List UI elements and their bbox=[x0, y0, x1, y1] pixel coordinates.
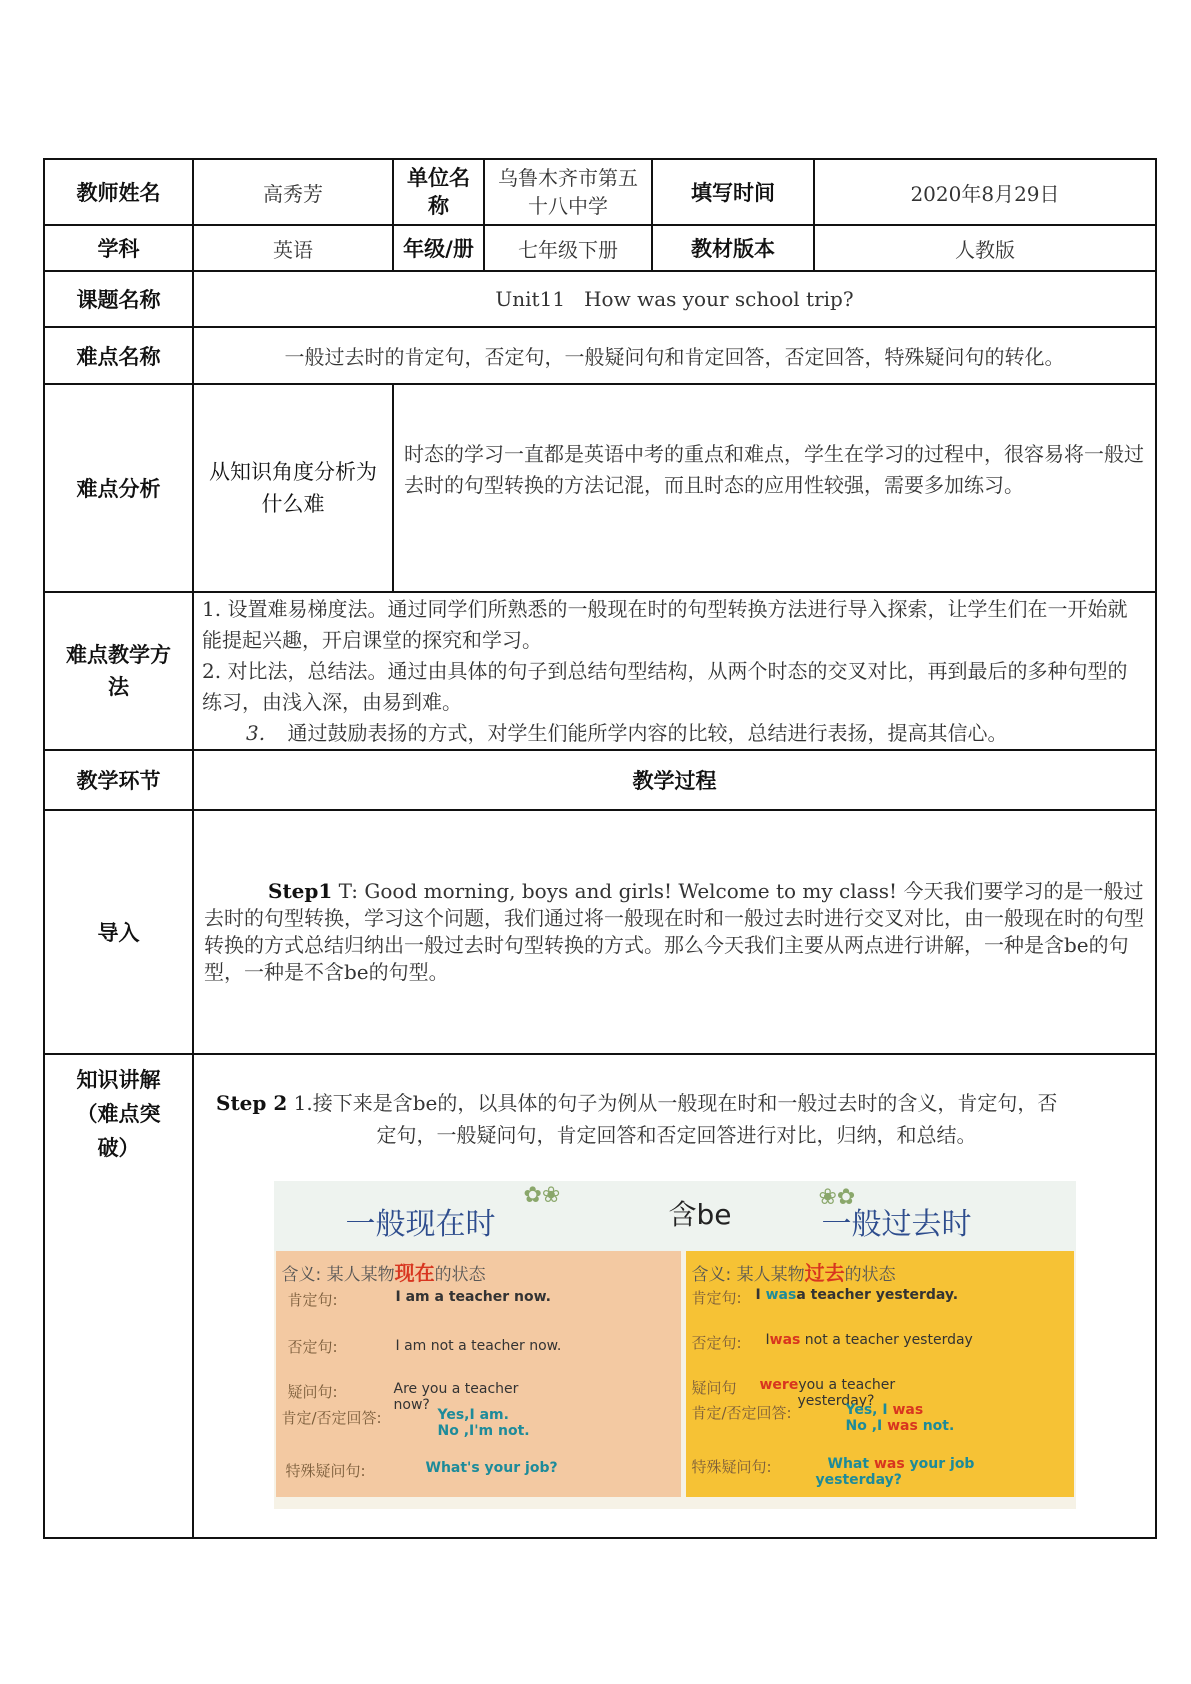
past-ans-1-pre: Yes, I bbox=[845, 1402, 893, 1418]
knowledge-row bbox=[44, 1054, 1156, 1538]
method-item-3-num: 3. bbox=[246, 720, 266, 745]
present-meaning bbox=[282, 1257, 486, 1286]
process-header: 教学过程 bbox=[193, 750, 1156, 810]
figure-panel-present bbox=[276, 1251, 681, 1497]
process-header-row bbox=[44, 750, 1156, 810]
intro-step: Step1 bbox=[268, 879, 333, 903]
past-neg-hi: was bbox=[769, 1332, 801, 1348]
date-value: 2020年8月29日 bbox=[814, 159, 1156, 225]
teacher-label: 教师姓名 bbox=[44, 159, 193, 225]
flower-decoration-icon: ✿❀ bbox=[523, 1183, 561, 1208]
unit-label: 单位名称 bbox=[393, 159, 484, 225]
present-wh-label: 特殊疑问句: bbox=[285, 1462, 366, 1480]
knowledge-line-1: 1.接下来是含be的，以具体的句子为例从一般现在时和一般过去时的含义，肯定句，否 bbox=[287, 1091, 1058, 1115]
past-q-hi: were bbox=[759, 1377, 799, 1393]
past-meaning-label: 含义: bbox=[691, 1265, 732, 1285]
figure-title-right: 一般过去时 bbox=[821, 1207, 972, 1242]
past-wh-pre: What bbox=[827, 1456, 874, 1472]
past-ans-2-pre: No ,I bbox=[845, 1418, 888, 1434]
present-ans-1: Yes,I am. bbox=[437, 1407, 509, 1423]
grade-label: 年级/册 bbox=[393, 225, 484, 271]
present-neg: I am not a teacher now. bbox=[395, 1338, 562, 1354]
analysis-text: 时态的学习一直都是英语中考的重点和难点，学生在学习的过程中，很容易将一般过去时的句型转换的方法记混，而且时态的应用性较强，需要多加练习。 bbox=[393, 384, 1156, 592]
edition-value: 人教版 bbox=[814, 225, 1156, 271]
past-q bbox=[760, 1377, 896, 1393]
present-aff-label: 肯定句: bbox=[287, 1291, 338, 1309]
info-row-2 bbox=[44, 225, 1156, 271]
date-label: 填写时间 bbox=[652, 159, 814, 225]
lesson-plan-table bbox=[43, 158, 1157, 1539]
intro-cell bbox=[193, 810, 1156, 1054]
difficulty-value: 一般过去时的肯定句，否定句，一般疑问句和肯定回答，否定回答，特殊疑问句的转化。 bbox=[193, 327, 1156, 384]
figure-wrap bbox=[194, 1151, 1155, 1537]
difficulty-row bbox=[44, 327, 1156, 384]
past-meaning-post: 的状态 bbox=[844, 1265, 896, 1285]
past-ans-label: 肯定/否定回答: bbox=[691, 1404, 792, 1422]
past-aff-pre: I bbox=[755, 1287, 766, 1303]
knowledge-cell bbox=[193, 1054, 1156, 1538]
method-label: 难点教学方法 bbox=[44, 592, 193, 750]
present-q: Are you a teacher bbox=[393, 1381, 519, 1397]
knowledge-label: 知识讲解（难点突破） bbox=[44, 1054, 193, 1538]
analysis-row bbox=[44, 384, 1156, 592]
method-item-3-text: 通过鼓励表扬的方式，对学生们能所学内容的比较，总结进行表扬，提高其信心。 bbox=[287, 720, 1008, 745]
present-q-label: 疑问句: bbox=[287, 1383, 338, 1401]
past-meaning-hi: 过去 bbox=[804, 1261, 845, 1285]
past-ans-2-hi: was bbox=[887, 1418, 918, 1434]
past-neg bbox=[766, 1332, 973, 1348]
past-aff-label: 肯定句: bbox=[691, 1289, 742, 1307]
analysis-label: 难点分析 bbox=[44, 384, 193, 592]
past-meaning-pre: 某人某物 bbox=[736, 1265, 805, 1285]
past-meaning bbox=[692, 1257, 896, 1286]
present-meaning-post: 的状态 bbox=[434, 1265, 486, 1285]
past-aff-post: a teacher yesterday. bbox=[796, 1287, 959, 1303]
method-item-3 bbox=[202, 718, 1147, 749]
past-wh-2: yesterday? bbox=[815, 1472, 902, 1488]
teacher-value: 高秀芳 bbox=[193, 159, 393, 225]
past-neg-label: 否定句: bbox=[691, 1334, 742, 1352]
figure-title-mid: 含be bbox=[668, 1198, 732, 1231]
past-aff-hi: was bbox=[765, 1287, 797, 1303]
knowledge-step: Step 2 bbox=[216, 1091, 288, 1115]
grade-value: 七年级下册 bbox=[484, 225, 652, 271]
present-q-2: now? bbox=[393, 1397, 430, 1413]
present-meaning-hi: 现在 bbox=[394, 1261, 435, 1285]
process-label: 教学环节 bbox=[44, 750, 193, 810]
unit-value: 乌鲁木齐市第五十八中学 bbox=[484, 159, 652, 225]
past-ans-2-post: not. bbox=[917, 1418, 955, 1434]
intro-row bbox=[44, 810, 1156, 1054]
intro-text: T: Good morning, boys and girls! Welcome to my class! 今天我们要学习的是一般过去时的句型转换，学习这个问题，我们通过将一般现在时和一般过去时进行交叉对比，由一般现在时的句型转换的方式总结归纳出一般过去时句型转换的方式。那么今天我们主要从两点进行讲解，一种是含be的句型，一种是不含be的句型。 bbox=[204, 879, 1144, 984]
edition-label: 教材版本 bbox=[652, 225, 814, 271]
present-wh: What's your job? bbox=[425, 1460, 558, 1476]
topic-label: 课题名称 bbox=[44, 271, 193, 327]
intro-label: 导入 bbox=[44, 810, 193, 1054]
present-ans-label: 肯定/否定回答: bbox=[281, 1409, 382, 1427]
topic-row bbox=[44, 271, 1156, 327]
present-meaning-pre: 某人某物 bbox=[326, 1265, 395, 1285]
present-aff: I am a teacher now. bbox=[395, 1289, 551, 1305]
past-wh-hi: was bbox=[873, 1456, 905, 1472]
past-q-label: 疑问句 bbox=[691, 1379, 737, 1397]
knowledge-text bbox=[194, 1055, 1155, 1151]
past-ans-1-hi: was bbox=[892, 1402, 924, 1418]
present-meaning-label: 含义: bbox=[281, 1265, 322, 1285]
past-ans-2 bbox=[846, 1418, 955, 1434]
knowledge-line-2: 定句，一般疑问句，肯定回答和否定回答进行对比，归纳，和总结。 bbox=[376, 1123, 977, 1147]
method-item-1: 1. 设置难易梯度法。通过同学们所熟悉的一般现在时的句型转换方法进行导入探索，让学生们在一开始就能提起兴趣，开启课堂的探究和学习。 bbox=[202, 596, 1128, 652]
method-item-2: 2. 对比法，总结法。通过由具体的句子到总结句型结构，从两个时态的交叉对比，再到最后的多种句型的练习，由浅入深，由易到难。 bbox=[202, 658, 1128, 714]
past-aff bbox=[756, 1287, 959, 1303]
info-row-1 bbox=[44, 159, 1156, 225]
past-ans-1 bbox=[846, 1402, 924, 1418]
subject-value: 英语 bbox=[193, 225, 393, 271]
past-wh-post: your job bbox=[904, 1456, 975, 1472]
method-cell bbox=[193, 592, 1156, 750]
present-neg-label: 否定句: bbox=[287, 1338, 338, 1356]
present-ans-2: No ,I'm not. bbox=[437, 1423, 530, 1439]
comparison-figure bbox=[274, 1181, 1076, 1509]
past-wh-label: 特殊疑问句: bbox=[691, 1458, 772, 1476]
past-neg-pre: I bbox=[765, 1332, 770, 1348]
past-neg-post: not a teacher yesterday bbox=[800, 1332, 973, 1348]
figure-title-left: 一般现在时 bbox=[345, 1207, 496, 1242]
flower-decoration-icon: ❀✿ bbox=[818, 1185, 856, 1210]
figure-panel-past bbox=[686, 1251, 1074, 1497]
topic-value: Unit11 How was your school trip? bbox=[193, 271, 1156, 327]
past-q-post: you a teacher bbox=[798, 1377, 896, 1393]
method-row bbox=[44, 592, 1156, 750]
subject-label: 学科 bbox=[44, 225, 193, 271]
past-wh bbox=[828, 1456, 975, 1472]
analysis-sub-label: 从知识角度分析为什么难 bbox=[193, 384, 393, 592]
difficulty-label: 难点名称 bbox=[44, 327, 193, 384]
past-q-2: yesterday? bbox=[797, 1393, 875, 1409]
